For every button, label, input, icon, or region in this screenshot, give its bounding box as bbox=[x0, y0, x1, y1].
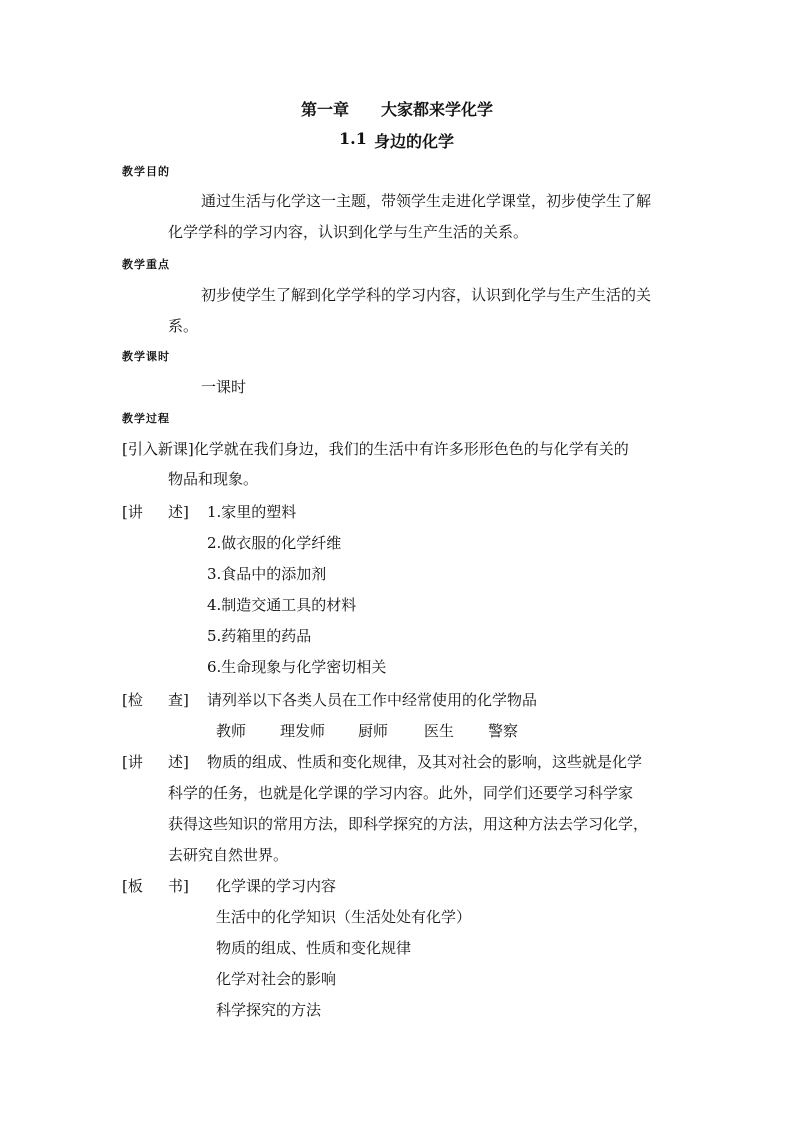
tag-open: [检 bbox=[122, 691, 143, 709]
job-item: 理发师 bbox=[280, 722, 326, 740]
class-hours-text: 一课时 bbox=[201, 378, 247, 396]
check-tag bbox=[122, 689, 189, 710]
lecture-line: 获得这些知识的常用方法，即科学探究的方法，用这种方法去学习化学， bbox=[168, 815, 649, 833]
board-item: 物质的组成、性质和变化规律 bbox=[216, 939, 412, 957]
lecture-line: 去研究自然世界。 bbox=[168, 846, 289, 864]
lecture-tag bbox=[122, 751, 189, 772]
tag-close: 述] bbox=[168, 503, 189, 521]
teaching-goal-line: 通过生活与化学这一主题，带领学生走进化学课堂，初步使学生了解 bbox=[201, 192, 652, 210]
class-hours-heading: 教学课时 bbox=[122, 350, 170, 363]
lecture-item: 1.家里的塑料 bbox=[207, 503, 297, 521]
tag-close: 查] bbox=[168, 691, 189, 709]
lecture-item: 6.生命现象与化学密切相关 bbox=[207, 658, 387, 676]
tag-open: [讲 bbox=[122, 503, 143, 521]
section-title: 身边的化学 bbox=[374, 132, 455, 151]
tag-close: 书] bbox=[168, 877, 189, 895]
section-number: 1.1 bbox=[339, 129, 367, 148]
lecture-line: 物质的组成、性质和变化规律，及其对社会的影响，这些就是化学 bbox=[207, 753, 643, 771]
intro-text: 化学就在我们身边，我们的生活中有许多形形色色的与化学有关的 bbox=[193, 440, 629, 458]
lecture-item: 4.制造交通工具的材料 bbox=[207, 596, 357, 614]
lecture-tag bbox=[122, 501, 189, 522]
tag-close: 述] bbox=[168, 753, 189, 771]
key-points-heading: 教学重点 bbox=[122, 258, 170, 271]
lecture-item: 5.药箱里的药品 bbox=[207, 627, 312, 645]
intro-line-2: 物品和现象。 bbox=[168, 470, 259, 488]
job-item: 医生 bbox=[424, 722, 455, 740]
board-item: 生活中的化学知识（生活处处有化学） bbox=[216, 908, 472, 926]
lecture-item: 2.做衣服的化学纤维 bbox=[207, 534, 342, 552]
lecture-line: 科学的任务，也就是化学课的学习内容。此外，同学们还要学习科学家 bbox=[168, 784, 634, 802]
tag-open: [板 bbox=[122, 877, 143, 895]
board-item: 科学探究的方法 bbox=[216, 1001, 322, 1019]
intro-line bbox=[122, 438, 629, 459]
key-points-line: 初步使学生了解到化学学科的学习内容，认识到化学与生产生活的关 bbox=[201, 286, 652, 304]
process-heading: 教学过程 bbox=[122, 412, 170, 425]
job-item: 教师 bbox=[216, 722, 247, 740]
job-item: 厨师 bbox=[358, 722, 389, 740]
chapter-title: 大家都来学化学 bbox=[381, 100, 494, 119]
board-tag bbox=[122, 875, 189, 896]
teaching-goal-line: 化学学科的学习内容，认识到化学与生产生活的关系。 bbox=[168, 223, 529, 241]
intro-tag: [引入新课] bbox=[122, 440, 194, 458]
job-item: 警察 bbox=[488, 722, 519, 740]
tag-open: [讲 bbox=[122, 753, 143, 771]
board-title: 化学课的学习内容 bbox=[216, 877, 337, 895]
key-points-line: 系。 bbox=[168, 317, 199, 335]
board-item: 化学对社会的影响 bbox=[216, 970, 337, 988]
teaching-goal-heading: 教学目的 bbox=[122, 165, 170, 178]
check-text: 请列举以下各类人员在工作中经常使用的化学物品 bbox=[207, 691, 538, 709]
lecture-item: 3.食品中的添加剂 bbox=[207, 565, 327, 583]
chapter-label: 第一章 bbox=[301, 100, 350, 119]
